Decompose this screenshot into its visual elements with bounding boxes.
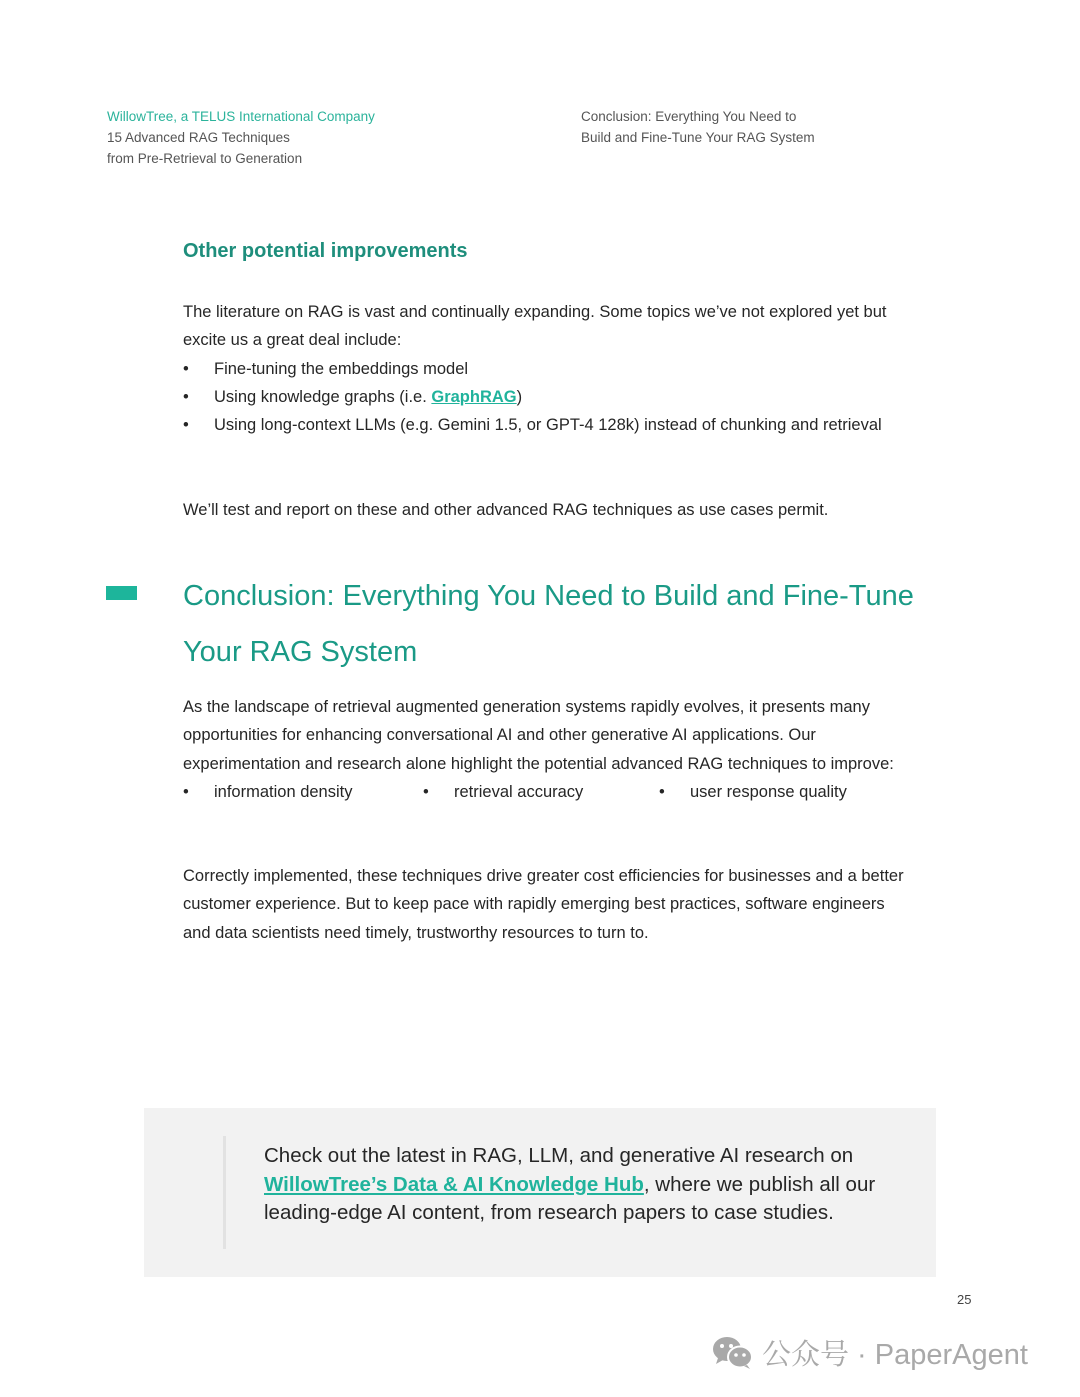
callout-suffix: , where we publish all our leading-edge AI content, from research papers to case studies. (264, 1172, 876, 1224)
list-item: • user response quality (659, 778, 847, 806)
header-doc-subtitle: from Pre-Retrieval to Generation (107, 151, 303, 166)
list-item: • Using long-context LLMs (e.g. Gemini 1.5, or GPT-4 128k) instead of chunking and retrieval (183, 411, 903, 439)
header-doc-title: 15 Advanced RAG Techniques (107, 130, 290, 145)
subsection-heading: Other potential improvements (183, 240, 468, 262)
wechat-icon (712, 1336, 754, 1370)
other-improvements-body (183, 298, 903, 439)
other-improvements-closing: We’ll test and report on these and other advanced RAG techniques as use cases permit. (183, 501, 829, 519)
conclusion-closing: Correctly implemented, these techniques drive greater cost efficiencies for businesses and a better customer experience. But to keep pace with rapidly emerging best practices, software engineers and data scientists need timely, trustworthy resources to turn to. (183, 867, 904, 942)
list-item (183, 383, 903, 411)
list-item-text: ) (516, 387, 523, 406)
callout-text (264, 1142, 914, 1228)
header-section-line1: Conclusion: Everything You Need to (581, 109, 797, 124)
callout-prefix: Check out the latest in RAG, LLM, and generative AI research on (264, 1144, 854, 1167)
conclusion-intro: As the landscape of retrieval augmented generation systems rapidly evolves, it presents many opportunities for enhancing conversational AI and other generative AI applications. Our experimentation and research alone highlight the potential advanced RAG techniques to improve: (183, 698, 894, 773)
callout-divider (223, 1136, 226, 1249)
running-header-right (581, 106, 815, 148)
other-improvements-intro: The literature on RAG is vast and continually expanding. Some topics we’ve not explored yet but excite us a great deal include: (183, 303, 887, 350)
graphrag-link[interactable]: GraphRAG (431, 387, 517, 406)
list-item: • retrieval accuracy (423, 778, 659, 806)
callout-box (144, 1108, 936, 1277)
improvements-list (183, 355, 903, 440)
list-item: • Fine-tuning the embeddings model (183, 355, 903, 383)
running-header-left (107, 106, 375, 169)
section-heading: Conclusion: Everything You Need to Build and Fine-Tune Your RAG System (183, 580, 914, 668)
knowledge-hub-link[interactable]: WillowTree’s Data & AI Knowledge Hub (264, 1172, 644, 1196)
list-item: • information density (183, 778, 423, 806)
conclusion-body (183, 693, 903, 806)
list-item-text: Using knowledge graphs (i.e. (214, 387, 432, 406)
watermark-text: 公众号 · PaperAgent (762, 1339, 1028, 1371)
header-section-line2: Build and Fine-Tune Your RAG System (581, 130, 815, 145)
improve-targets-list (183, 778, 903, 806)
header-brand: WillowTree, a TELUS International Company (107, 109, 375, 124)
page-number: 25 (957, 1292, 972, 1307)
section-marker (106, 586, 137, 600)
watermark (712, 1332, 1028, 1373)
